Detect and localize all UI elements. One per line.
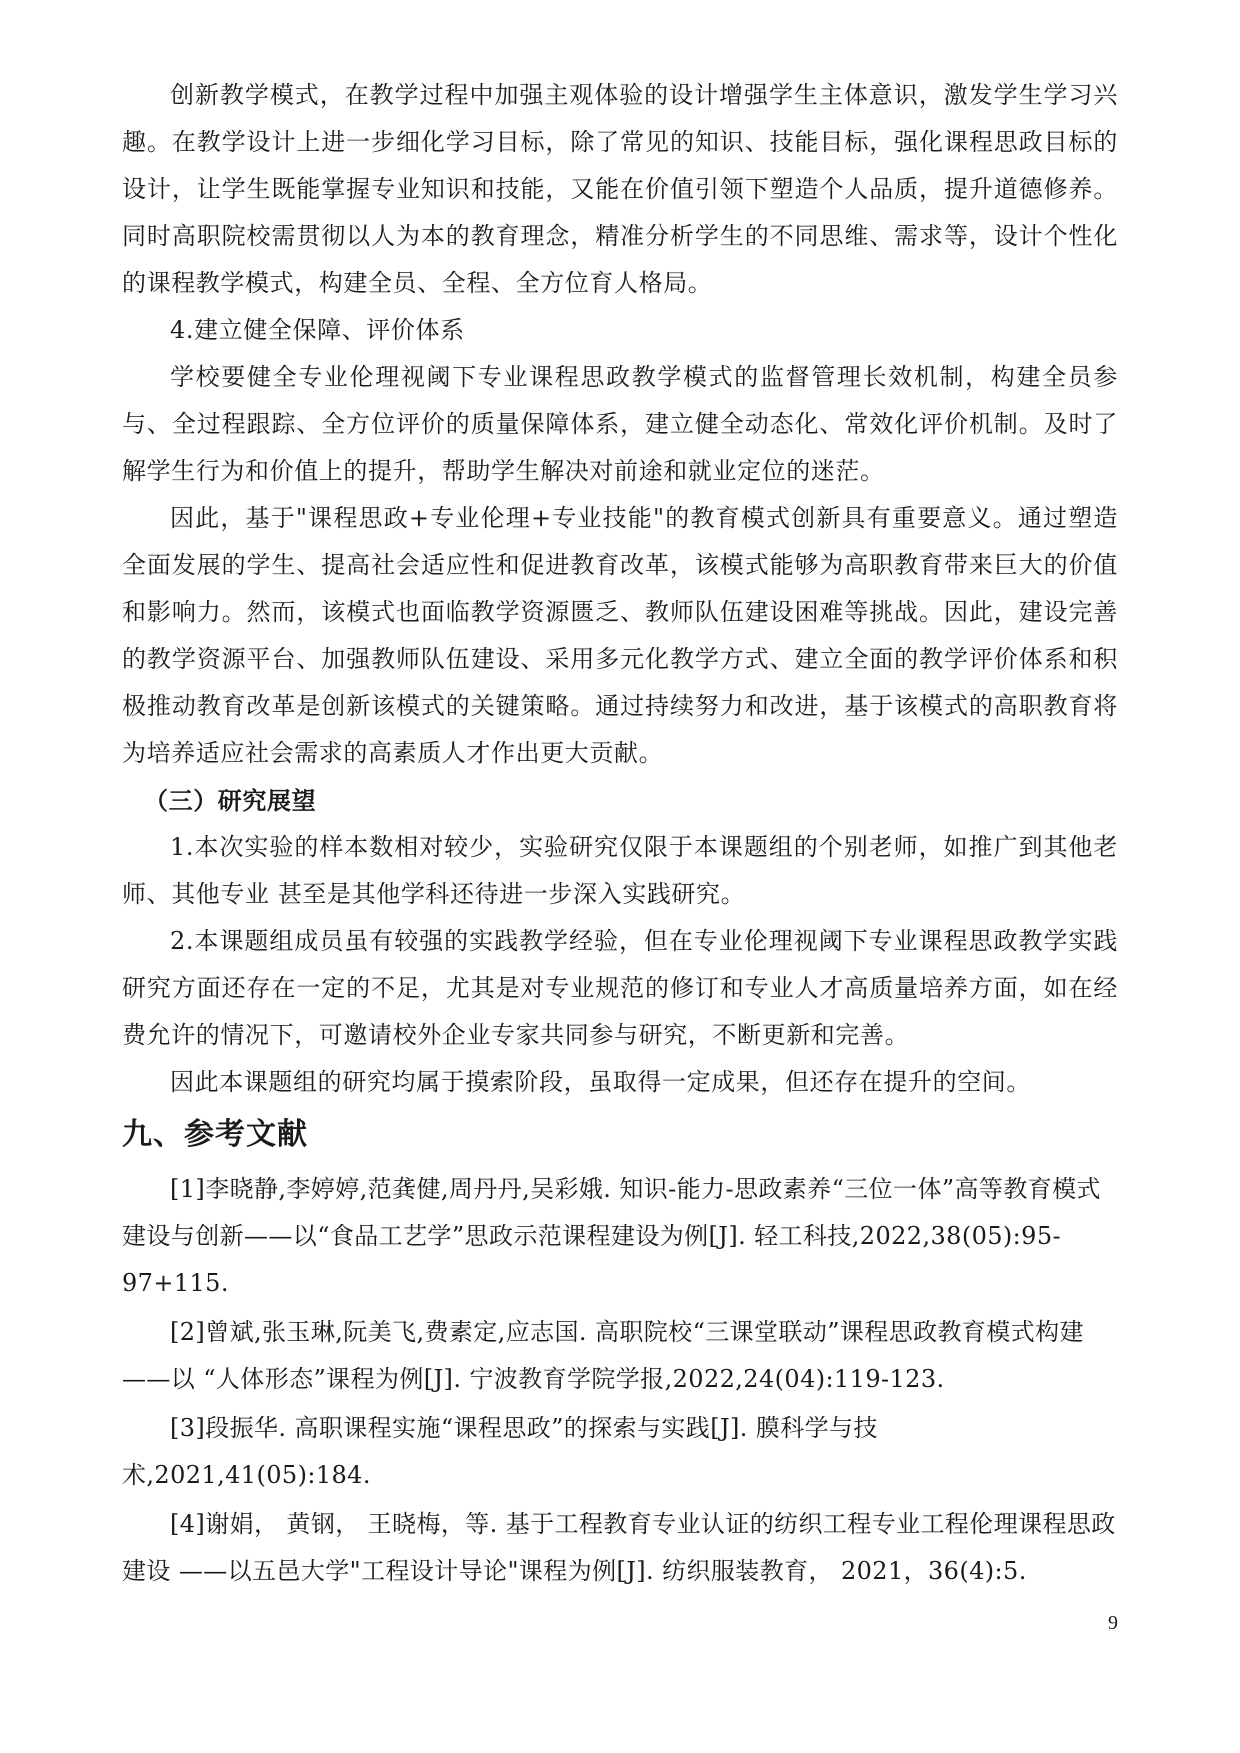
section-title-references: 九、参考文献: [122, 1117, 308, 1152]
document-page: [122, 72, 1118, 1595]
paragraph-guarantee-system: 学校要健全专业伦理视阈下专业课程思政教学模式的监督管理长效机制，构建全员参与、全过程跟踪、全方位评价的质量保障体系，建立健全动态化、常效化评价机制。及时了解学生行为和价值上的提升，帮助学生解决对前途和就业定位的迷茫。: [122, 363, 1118, 485]
paragraph-conclusion: 因此，基于"课程思政+专业伦理+专业技能"的教育模式创新具有重要意义。通过塑造全面发展的学生、提高社会适应性和促进教育改革，该模式能够为高职教育带来巨大的价值和影响力。然而，该模式也面临教学资源匮乏、教师队伍建设困难等挑战。因此，建设完善的教学资源平台、加强教师队伍建设、采用多元化教学方式、建立全面的教学评价体系和积极推动教育改革是创新该模式的关键策略。通过持续努力和改进，基于该模式的高职教育将为培养适应社会需求的高素质人才作出更大贡献。: [122, 504, 1118, 767]
paragraph-teaching-mode: 创新教学模式，在教学过程中加强主观体验的设计增强学生主体意识，激发学生学习兴趣。在教学设计上进一步细化学习目标，除了常见的知识、技能目标，强化课程思政目标的设计，让学生既能掌握专业知识和技能，又能在价值引领下塑造个人品质，提升道德修养。同时高职院校需贯彻以人为本的教育理念，精准分析学生的不同思维、需求等，设计个性化的课程教学模式，构建全员、全程、全方位育人格局。: [122, 81, 1118, 297]
reference-item: [4]谢娟， 黄钢， 王晓梅，等. 基于工程教育专业认证的纺织工程专业工程伦理课程思政建设 ——以五邑大学"工程设计导论"课程为例[J]. 纺织服装教育， 2021，36(4):5.: [122, 1510, 1116, 1585]
reference-item: [2]曾斌,张玉琳,阮美飞,费素定,应志国. 高职院校“三课堂联动”课程思政教育模式构建——以 “人体形态”课程为例[J]. 宁波教育学院学报,2022,24(04):119-123.: [122, 1318, 1084, 1393]
heading-research-outlook: （三）研究展望: [144, 786, 317, 815]
paragraph-outlook-1: 1.本次实验的样本数相对较少，实验研究仅限于本课题组的个别老师，如推广到其他老师、其他专业 甚至是其他学科还待进一步深入实践研究。: [122, 833, 1118, 908]
reference-item: [1]李晓静,李婷婷,范龚健,周丹丹,吴彩娥. 知识-能力-思政素养“三位一体”高等教育模式建设与创新——以“食品工艺学”思政示范课程建设为例[J]. 轻工科技,2022,38(05):95-97+115.: [122, 1175, 1101, 1297]
paragraph-outlook-2: 2.本课题组成员虽有较强的实践教学经验，但在专业伦理视阈下专业课程思政教学实践研究方面还存在一定的不足，尤其是对专业规范的修订和专业人才高质量培养方面，如在经费允许的情况下，可邀请校外企业专家共同参与研究，不断更新和完善。: [122, 927, 1118, 1049]
page-number: 9: [1108, 1612, 1118, 1634]
paragraph-outlook-3: 因此本课题组的研究均属于摸索阶段，虽取得一定成果，但还存在提升的空间。: [170, 1068, 1031, 1096]
reference-item: [3]段振华. 高职课程实施“课程思政”的探索与实践[J]. 膜科学与技术,2021,41(05):184.: [122, 1414, 878, 1489]
heading-guarantee-system: 4.建立健全保障、评价体系: [170, 316, 465, 344]
